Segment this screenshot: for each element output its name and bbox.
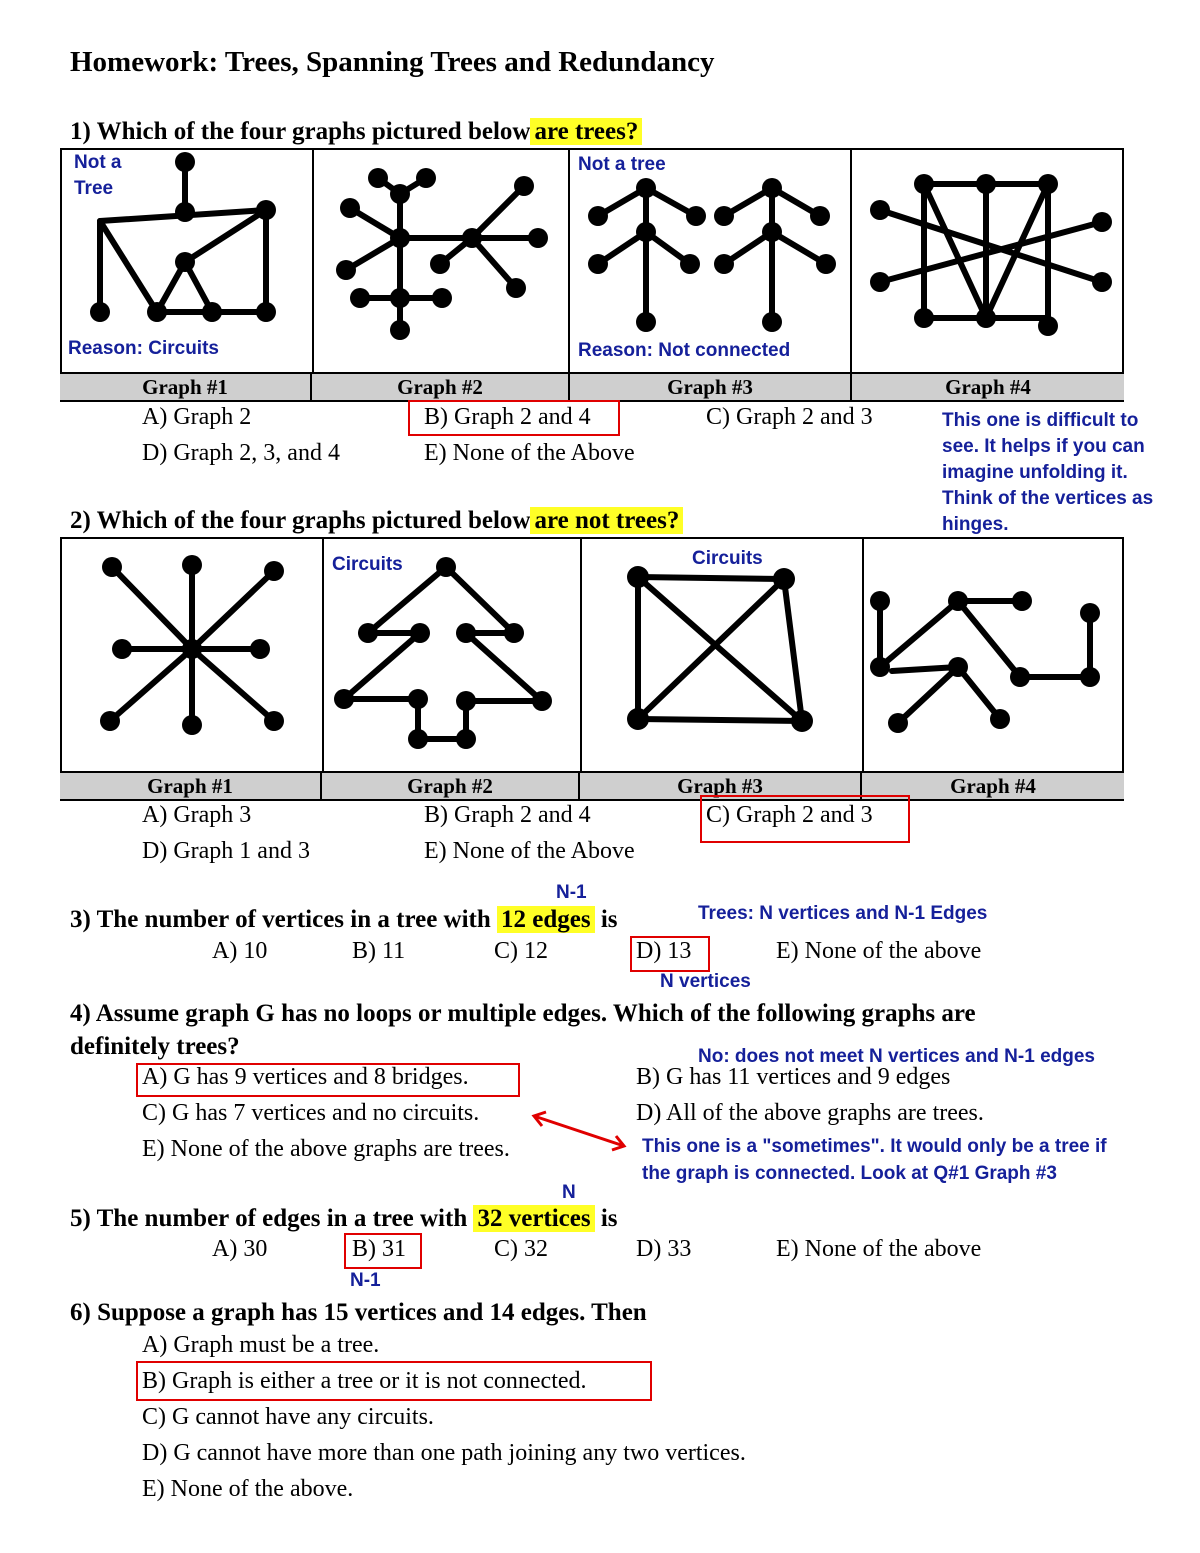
q1-graph4 — [852, 150, 1120, 370]
q4-note-c-line: This one is a "sometimes". It would only be a tree if — [642, 1136, 1107, 1157]
q1-question — [70, 118, 642, 146]
q1-prefix: 1) Which of the four graphs pictured below — [70, 118, 531, 145]
q2-graph1 — [62, 539, 320, 769]
q1-side-note-line: imagine unfolding it. — [942, 462, 1128, 483]
q1-option-d: D) Graph 2, 3, and 4 — [142, 440, 340, 466]
q4-note-c — [642, 1133, 1107, 1187]
q2-question — [70, 507, 683, 535]
q5-note-above: N — [562, 1182, 576, 1203]
q6-option-b: B) Graph is either a tree or it is not connected. — [142, 1368, 587, 1394]
q2-g3-note: Circuits — [692, 548, 763, 569]
q1-g1-note-bottom: Reason: Circuits — [68, 338, 219, 359]
q2-answer-box — [700, 795, 910, 843]
q3-answer-box — [630, 936, 710, 972]
q2-highlight: are not trees? — [530, 507, 683, 534]
q3-prefix: 3) The number of vertices in a tree with — [70, 906, 491, 933]
q1-caption-4: Graph #4 — [945, 375, 1031, 399]
q3-option-b: B) 11 — [352, 938, 406, 964]
q5-note-below: N-1 — [350, 1270, 381, 1291]
q2-option-c: C) Graph 2 and 3 — [706, 802, 873, 828]
q3-option-c: C) 12 — [494, 938, 548, 964]
q5-option-e: E) None of the above — [776, 1236, 982, 1262]
q6-question: 6) Suppose a graph has 15 vertices and 14 edges. Then — [70, 1299, 647, 1326]
q4-answer-box — [136, 1063, 520, 1097]
q4-option-a: A) G has 9 vertices and 8 bridges. — [142, 1064, 469, 1090]
q1-caption-3: Graph #3 — [570, 374, 852, 400]
q5-prefix: 5) The number of edges in a tree with — [70, 1205, 468, 1232]
q3-option-a: A) 10 — [212, 938, 268, 964]
q1-graph2 — [312, 150, 566, 370]
q1-option-e: E) None of the Above — [424, 440, 635, 466]
q2-graph4 — [864, 539, 1122, 769]
q5-suffix: is — [600, 1205, 618, 1232]
q2-prefix: 2) Which of the four graphs pictured below — [70, 507, 531, 534]
q3-option-d: D) 13 — [636, 938, 692, 964]
q1-graph3 — [568, 150, 848, 370]
q2-caption-3: Graph #3 — [580, 773, 862, 799]
q2-option-d: D) Graph 1 and 3 — [142, 838, 310, 864]
q1-caption-1: Graph #1 — [60, 374, 312, 400]
q5-question — [70, 1205, 618, 1233]
q3-suffix: is — [600, 906, 618, 933]
q4-question-line1: 4) Assume graph G has no loops or multiple edges. Which of the following graphs are — [70, 1000, 976, 1027]
q2-g2-note: Circuits — [332, 554, 403, 575]
q5-answer-box — [344, 1233, 422, 1269]
q1-g3-note-top: Not a tree — [578, 154, 666, 175]
q1-highlight: are trees? — [530, 118, 642, 145]
q4-note-b: No: does not meet N vertices and N-1 edges — [698, 1046, 1095, 1067]
q3-note-below: N vertices — [660, 971, 751, 992]
double-arrow-icon — [528, 1108, 630, 1154]
q3-option-e: E) None of the above — [776, 938, 982, 964]
q6-answer-box — [136, 1361, 652, 1401]
q1-side-note — [942, 408, 1153, 538]
q1-side-note-line: hinges. — [942, 514, 1009, 535]
q3-note-above: N-1 — [556, 882, 587, 903]
q4-option-b: B) G has 11 vertices and 9 edges — [636, 1064, 951, 1090]
q4-option-c: C) G has 7 vertices and no circuits. — [142, 1100, 480, 1126]
q2-option-b: B) Graph 2 and 4 — [424, 802, 591, 828]
q1-side-note-line: This one is difficult to — [942, 410, 1139, 431]
q5-option-d: D) 33 — [636, 1236, 692, 1262]
q4-question-line2: definitely trees? — [70, 1033, 240, 1060]
q5-option-a: A) 30 — [212, 1236, 268, 1262]
q3-question — [70, 906, 618, 934]
q3-highlight: 12 edges — [497, 906, 595, 933]
q4-note-c-line: the graph is connected. Look at Q#1 Graph #3 — [642, 1163, 1057, 1184]
q2-caption-4: Graph #4 — [950, 774, 1036, 798]
q6-option-a: A) Graph must be a tree. — [142, 1332, 380, 1358]
q2-option-e: E) None of the Above — [424, 838, 635, 864]
q5-option-c: C) 32 — [494, 1236, 548, 1262]
q1-side-note-line: see. It helps if you can — [942, 436, 1145, 457]
q1-g3-note-bottom: Reason: Not connected — [578, 340, 791, 361]
q5-highlight: 32 vertices — [473, 1205, 594, 1232]
q2-caption-2: Graph #2 — [322, 773, 580, 799]
q1-g1-note-top2: Tree — [74, 178, 114, 199]
q1-answer-box — [408, 400, 620, 436]
q6-option-d: D) G cannot have more than one path joining any two vertices. — [142, 1440, 746, 1466]
q2-option-a: A) Graph 3 — [142, 802, 252, 828]
q1-g1-note-top: Not a — [74, 152, 122, 173]
q4-option-d: D) All of the above graphs are trees. — [636, 1100, 984, 1126]
q1-option-b: B) Graph 2 and 4 — [424, 404, 591, 430]
q1-caption-row — [60, 372, 1124, 402]
q6-option-e: E) None of the above. — [142, 1476, 354, 1502]
q1-option-c: C) Graph 2 and 3 — [706, 404, 873, 430]
page-title: Homework: Trees, Spanning Trees and Redundancy — [70, 46, 715, 78]
q5-option-b: B) 31 — [352, 1236, 406, 1262]
q2-caption-1: Graph #1 — [60, 773, 322, 799]
q3-note-right: Trees: N vertices and N-1 Edges — [698, 903, 988, 924]
q1-caption-2: Graph #2 — [312, 374, 570, 400]
q4-option-e: E) None of the above graphs are trees. — [142, 1136, 510, 1162]
q1-option-a: A) Graph 2 — [142, 404, 252, 430]
q6-option-c: C) G cannot have any circuits. — [142, 1404, 434, 1430]
q1-side-note-line: Think of the vertices as — [942, 488, 1154, 509]
q2-caption-row — [60, 771, 1124, 801]
q2-graph3 — [582, 539, 862, 769]
